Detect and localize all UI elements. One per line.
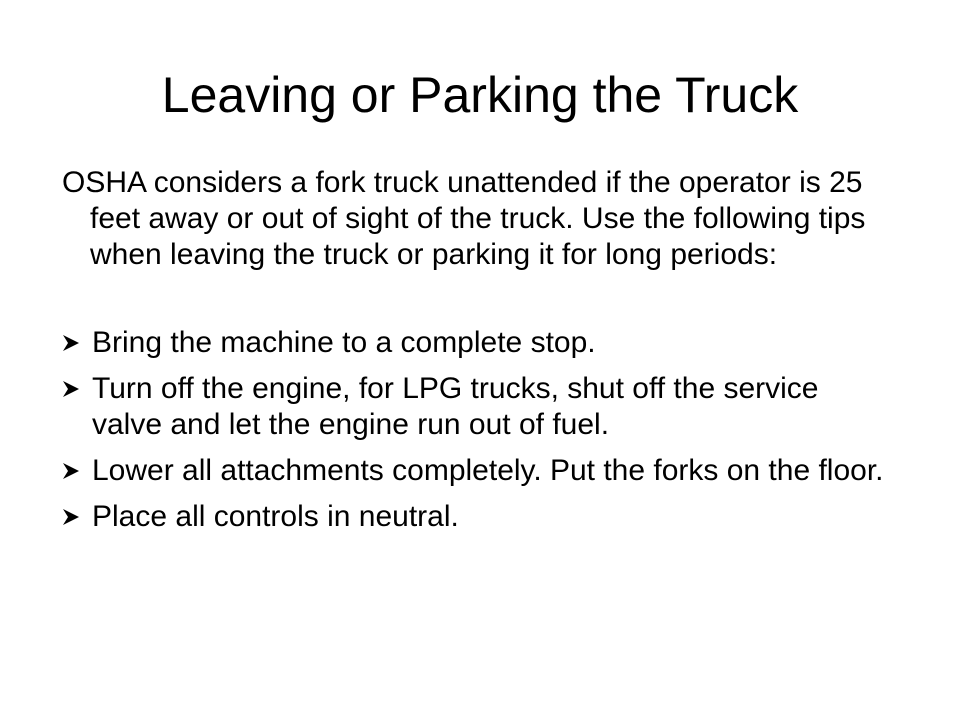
- arrowhead-bullet-icon: [62, 380, 80, 398]
- intro-paragraph: OSHA considers a fork truck unattended if the operator is 25 feet away or out of sight of the truck. Use the following tips when leaving the truck or parking it for long periods:: [62, 166, 866, 271]
- list-item-text: Bring the machine to a complete stop.: [92, 326, 596, 359]
- list-item: [62, 325, 892, 361]
- arrowhead-bullet-icon: [62, 334, 80, 352]
- slide-body: [62, 165, 892, 545]
- list-item-text: Lower all attachments completely. Put the forks on the floor.: [92, 454, 884, 487]
- list-item-text: Turn off the engine, for LPG trucks, shut off the service valve and let the engine run out of fuel.: [92, 372, 819, 441]
- arrowhead-bullet-icon: [62, 508, 80, 526]
- list-item: [62, 499, 892, 535]
- arrowhead-bullet-icon: [62, 462, 80, 480]
- list-item: [62, 453, 892, 489]
- list-item-text: Place all controls in neutral.: [92, 500, 459, 533]
- slide-title: Leaving or Parking the Truck: [161, 67, 799, 123]
- tips-list: [62, 325, 892, 535]
- list-item: [62, 371, 892, 443]
